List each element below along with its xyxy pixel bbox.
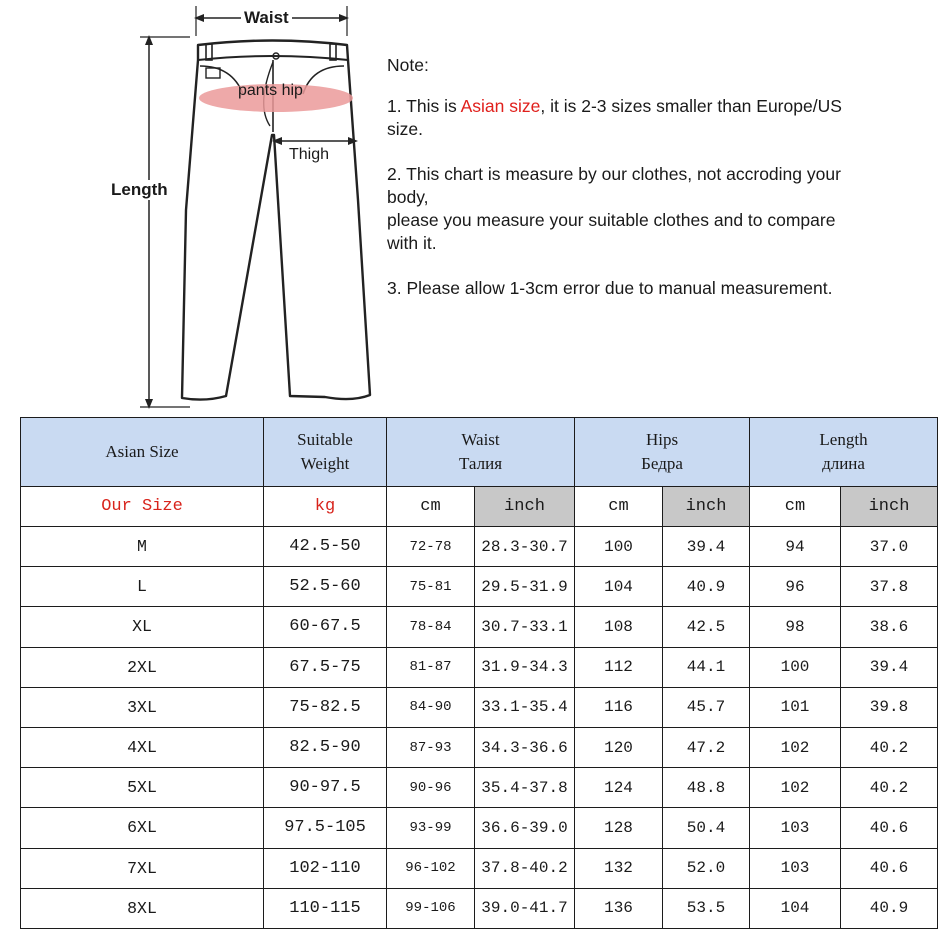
our-size-label: Our Size	[21, 487, 264, 527]
weight-cell: 97.5-105	[264, 808, 387, 848]
waist-cm-cell: 93-99	[387, 808, 475, 848]
length-inch-cell: 37.0	[841, 527, 938, 567]
asian-size-highlight: Asian size	[460, 96, 541, 116]
hips-inch-cell: 52.0	[663, 848, 750, 888]
weight-cell: 60-67.5	[264, 607, 387, 647]
size-cell: 3XL	[21, 687, 264, 727]
length-cm-cell: 103	[750, 848, 841, 888]
size-cell: 8XL	[21, 888, 264, 928]
waist-label: Waist	[241, 8, 292, 28]
note-1	[387, 95, 857, 141]
note-3: 3. Please allow 1-3cm error due to manual measurement.	[387, 278, 833, 298]
waist-cm-cell: 87-93	[387, 727, 475, 767]
hips-inch-cell: 44.1	[663, 647, 750, 687]
note-2	[387, 163, 857, 255]
waist-inch-cell: 34.3-36.6	[475, 727, 575, 767]
table-row	[21, 888, 938, 928]
hips-header-line-1: Hips	[645, 430, 679, 449]
pants-measurement-diagram	[0, 0, 380, 415]
table-row	[21, 527, 938, 567]
weight-cell: 90-97.5	[264, 768, 387, 808]
length-cm-cell: 104	[750, 888, 841, 928]
weight-header	[264, 418, 387, 487]
weight-header-line-1: Suitable	[297, 430, 353, 449]
size-chart-table	[20, 417, 938, 929]
length-inch-cell: 40.6	[841, 848, 938, 888]
waist-inch-cell: 33.1-35.4	[475, 687, 575, 727]
length-cm-cell: 94	[750, 527, 841, 567]
size-cell: L	[21, 567, 264, 607]
weight-cell: 110-115	[264, 888, 387, 928]
size-notes	[387, 54, 857, 322]
length-inch-unit: inch	[841, 487, 938, 527]
table-row	[21, 647, 938, 687]
size-cell: M	[21, 527, 264, 567]
waist-header	[387, 418, 575, 487]
table-row	[21, 687, 938, 727]
waist-cm-cell: 75-81	[387, 567, 475, 607]
length-cm-cell: 103	[750, 808, 841, 848]
notes-title: Note:	[387, 55, 429, 75]
size-cell: 7XL	[21, 848, 264, 888]
waist-header-line-1: Waist	[461, 430, 500, 449]
length-inch-cell: 40.9	[841, 888, 938, 928]
waist-inch-unit: inch	[475, 487, 575, 527]
length-label: Length	[108, 180, 171, 200]
hips-header-line-2: Бедра	[641, 454, 683, 473]
length-cm-cell: 102	[750, 727, 841, 767]
hips-cm-cell: 120	[575, 727, 663, 767]
note-2-line-1: 2. This chart is measure by our clothes, not accroding your body,	[387, 164, 841, 207]
weight-cell: 75-82.5	[264, 687, 387, 727]
waist-cm-unit: cm	[387, 487, 475, 527]
waist-header-line-2: Талия	[458, 454, 503, 473]
length-inch-cell: 40.2	[841, 727, 938, 767]
waist-cm-cell: 84-90	[387, 687, 475, 727]
table-row	[21, 848, 938, 888]
length-inch-cell: 40.2	[841, 768, 938, 808]
hips-cm-cell: 128	[575, 808, 663, 848]
length-cm-unit: cm	[750, 487, 841, 527]
asian-size-header: Asian Size	[21, 418, 264, 487]
waist-cm-cell: 78-84	[387, 607, 475, 647]
hips-cm-unit: cm	[575, 487, 663, 527]
length-inch-cell: 39.8	[841, 687, 938, 727]
size-cell: XL	[21, 607, 264, 647]
hips-cm-cell: 104	[575, 567, 663, 607]
hips-cm-cell: 108	[575, 607, 663, 647]
hips-header	[575, 418, 750, 487]
waist-inch-cell: 28.3-30.7	[475, 527, 575, 567]
length-header-line-2: длина	[822, 454, 865, 473]
hips-inch-cell: 39.4	[663, 527, 750, 567]
hips-inch-cell: 53.5	[663, 888, 750, 928]
note-2-line-2: please you measure your suitable clothes and to compare with it.	[387, 210, 836, 253]
weight-cell: 67.5-75	[264, 647, 387, 687]
weight-cell: 52.5-60	[264, 567, 387, 607]
hips-inch-cell: 45.7	[663, 687, 750, 727]
hips-inch-cell: 42.5	[663, 607, 750, 647]
waist-inch-cell: 36.6-39.0	[475, 808, 575, 848]
hip-label: pants hip	[238, 82, 303, 99]
length-inch-cell: 40.6	[841, 808, 938, 848]
weight-cell: 82.5-90	[264, 727, 387, 767]
table-row	[21, 567, 938, 607]
hips-cm-cell: 132	[575, 848, 663, 888]
waist-inch-cell: 39.0-41.7	[475, 888, 575, 928]
units-row	[21, 487, 938, 527]
hips-inch-cell: 48.8	[663, 768, 750, 808]
length-inch-cell: 37.8	[841, 567, 938, 607]
weight-cell: 102-110	[264, 848, 387, 888]
waist-cm-cell: 90-96	[387, 768, 475, 808]
length-cm-cell: 100	[750, 647, 841, 687]
note-1-prefix: 1. This is	[387, 96, 461, 116]
hips-inch-unit: inch	[663, 487, 750, 527]
hips-cm-cell: 116	[575, 687, 663, 727]
table-row	[21, 727, 938, 767]
waist-cm-cell: 99-106	[387, 888, 475, 928]
length-inch-cell: 39.4	[841, 647, 938, 687]
waist-inch-cell: 29.5-31.9	[475, 567, 575, 607]
length-cm-cell: 102	[750, 768, 841, 808]
size-cell: 5XL	[21, 768, 264, 808]
thigh-label: Thigh	[289, 146, 330, 163]
hips-inch-cell: 47.2	[663, 727, 750, 767]
kg-unit: kg	[264, 487, 387, 527]
table-row	[21, 768, 938, 808]
waist-inch-cell: 35.4-37.8	[475, 768, 575, 808]
length-inch-cell: 38.6	[841, 607, 938, 647]
size-cell: 6XL	[21, 808, 264, 848]
waist-cm-cell: 81-87	[387, 647, 475, 687]
length-cm-cell: 96	[750, 567, 841, 607]
size-cell: 4XL	[21, 727, 264, 767]
hips-inch-cell: 50.4	[663, 808, 750, 848]
size-rows	[21, 527, 938, 929]
header-row	[21, 418, 938, 487]
hips-cm-cell: 136	[575, 888, 663, 928]
table-row	[21, 808, 938, 848]
size-cell: 2XL	[21, 647, 264, 687]
pants-illustration	[0, 0, 380, 415]
length-header	[750, 418, 938, 487]
waist-cm-cell: 96-102	[387, 848, 475, 888]
weight-header-line-2: Weight	[300, 454, 350, 473]
length-cm-cell: 98	[750, 607, 841, 647]
waist-cm-cell: 72-78	[387, 527, 475, 567]
weight-cell: 42.5-50	[264, 527, 387, 567]
hips-cm-cell: 112	[575, 647, 663, 687]
length-header-line-1: Length	[819, 430, 868, 449]
hips-cm-cell: 124	[575, 768, 663, 808]
hips-cm-cell: 100	[575, 527, 663, 567]
waist-inch-cell: 30.7-33.1	[475, 607, 575, 647]
waist-inch-cell: 31.9-34.3	[475, 647, 575, 687]
length-cm-cell: 101	[750, 687, 841, 727]
hips-inch-cell: 40.9	[663, 567, 750, 607]
note-1-suffix: , it is 2-3 sizes smaller than Europe/US size.	[387, 96, 842, 139]
waist-inch-cell: 37.8-40.2	[475, 848, 575, 888]
table-row	[21, 607, 938, 647]
